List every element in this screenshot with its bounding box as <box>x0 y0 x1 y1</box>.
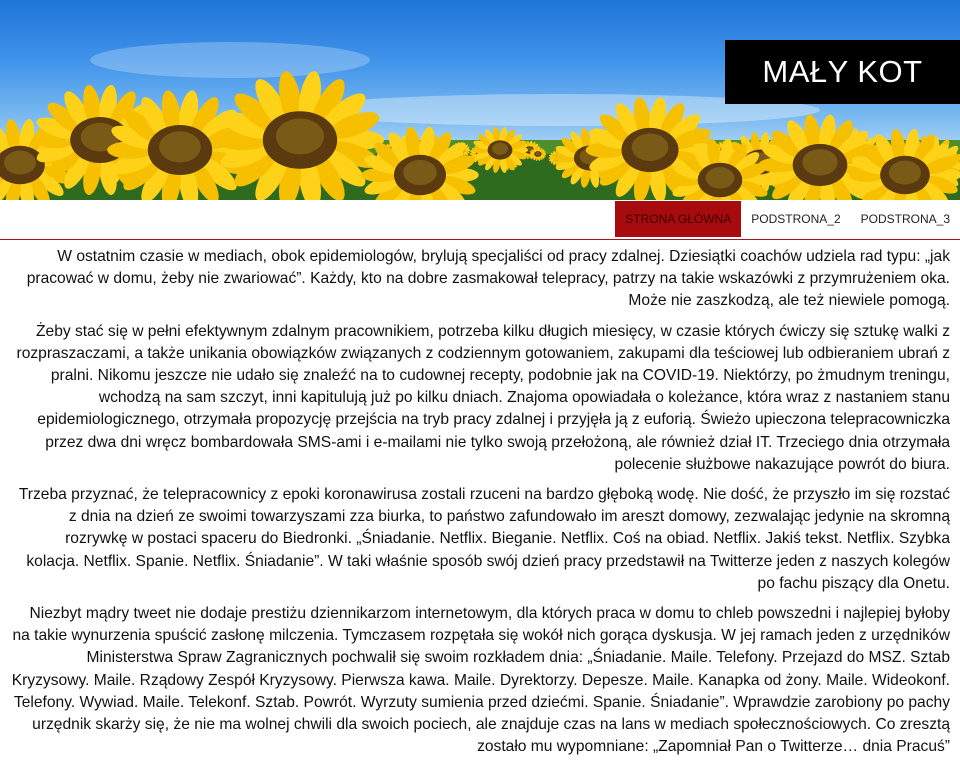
nav-item-podstrona-2[interactable]: PODSTRONA_2 <box>751 212 841 226</box>
article-paragraph-4: Niezbyt mądry tweet nie dodaje prestiżu dziennikarzom internetowym, dla których praca w domu to chleb powszedni i najlepiej byłoby na takie wynurzenia spuścić zasłonę milczenia. Tymczasem rozpętała się wokół nich gorąca dyskusja. W jej ramach jeden z urzędników Ministerstwa Spraw Zagranicznych pochwalił się swoim rozkładem dnia: „Śniadanie. Maile. Telefony. Przejazd do MSZ. Sztab Kryzysowy. Maile. Rządowy Zespół Kryzysowy. Pierwsza kawa. Maile. Dyrektorzy. Depesze. Maile. Kanapka od żony. Maile. Wideokonf. Telefony. Wywiad. Maile. Telekonf. Sztab. Powrót. Wyrzuty sumienia przed dziećmi. Spanie. Śniadanie”. Wprawdzie zarobiony po pachy urzędnik skarży się, że nie ma wolnej chwili dla swoich pociech, ale znajduje czas na lans w mediach społecznościowych. Co zresztą zostało mu wypomniane: „Zapomniał Pan o Twitterze… dnia Pracuś” <box>11 605 950 756</box>
article-paragraph-2: Żeby stać się w pełni efektywnym zdalnym pracownikiem, potrzeba kilku długich miesięcy, w czasie których ćwiczy się sztukę walki z rozpraszaczami, a także unikania obowiązków związanych z codziennym gotowaniem, zakupami dla teściowej lub odbieraniem ubrań z pralni. Nikomu jeszcze nie udało się znaleźć na to cudownej recepty, podobnie jak na COVID-19. Niektórzy, po żmudnym treningu, wchodzą na sam szczyt, inni kapitulują już po kilku dniach. Znajoma opowiadała o koleżance, która wraz z nastaniem stanu epidemiologicznego, otrzymała propozycję przejścia na tryb pracy zdalnej i przyjęła ją z euforią. Świeżo upieczona telepracowniczka przez dwa dni wręcz bombardowała SMS-ami i e-mailami nie tylko swoją przełożoną, ale również dział IT. Trzeciego dnia otrzymała polecenie służbowe nakazujące powrót do biura. <box>16 322 950 473</box>
header-banner <box>0 0 960 200</box>
nav-item-home[interactable]: STRONA GŁÓWNA <box>615 201 741 237</box>
sunflower-shape <box>216 70 384 200</box>
article-paragraph-1: W ostatnim czasie w mediach, obok epidemiologów, brylują specjaliści od pracy zdalnej. Dziesiątki coachów udziela rad typu: „jak pracować w domu, żeby nie zwariować”. Każdy, kto na dobre zasmakował telepracy, patrzy na takie wskazówki z przymrużeniem oka. Może nie zaszkodzą, ale też niewiele pomogą. <box>26 248 950 310</box>
site-title: MAŁY KOT <box>762 54 923 89</box>
site-title-box <box>725 40 960 104</box>
main-navigation <box>0 200 960 240</box>
article-paragraph-3: Trzeba przyznać, że telepracownicy z epoki koronawirusa zostali rzuceni na bardzo głęboką wodę. Nie dość, że przyszło im się rozstać z dnia na dzień ze swoimi towarzyszami zza biurka, to państwo zafundowało im areszt domowy, zezwalając jedynie na skromną rozrywkę w postaci spaceru do Biedronki. „Śniadanie. Netflix. Bieganie. Netflix. Coś na obiad. Netflix. Jakiś tekst. Netflix. Szybka kolacja. Netflix. Spanie. Netflix. Śniadanie”. W taki właśnie sposób swój dzień pracy przedstawił na Twitterze jeden z naszych kolegów po fachu piszący dla Onetu. <box>18 486 950 592</box>
nav-item-podstrona-3[interactable]: PODSTRONA_3 <box>860 212 950 226</box>
article-content <box>0 240 960 758</box>
